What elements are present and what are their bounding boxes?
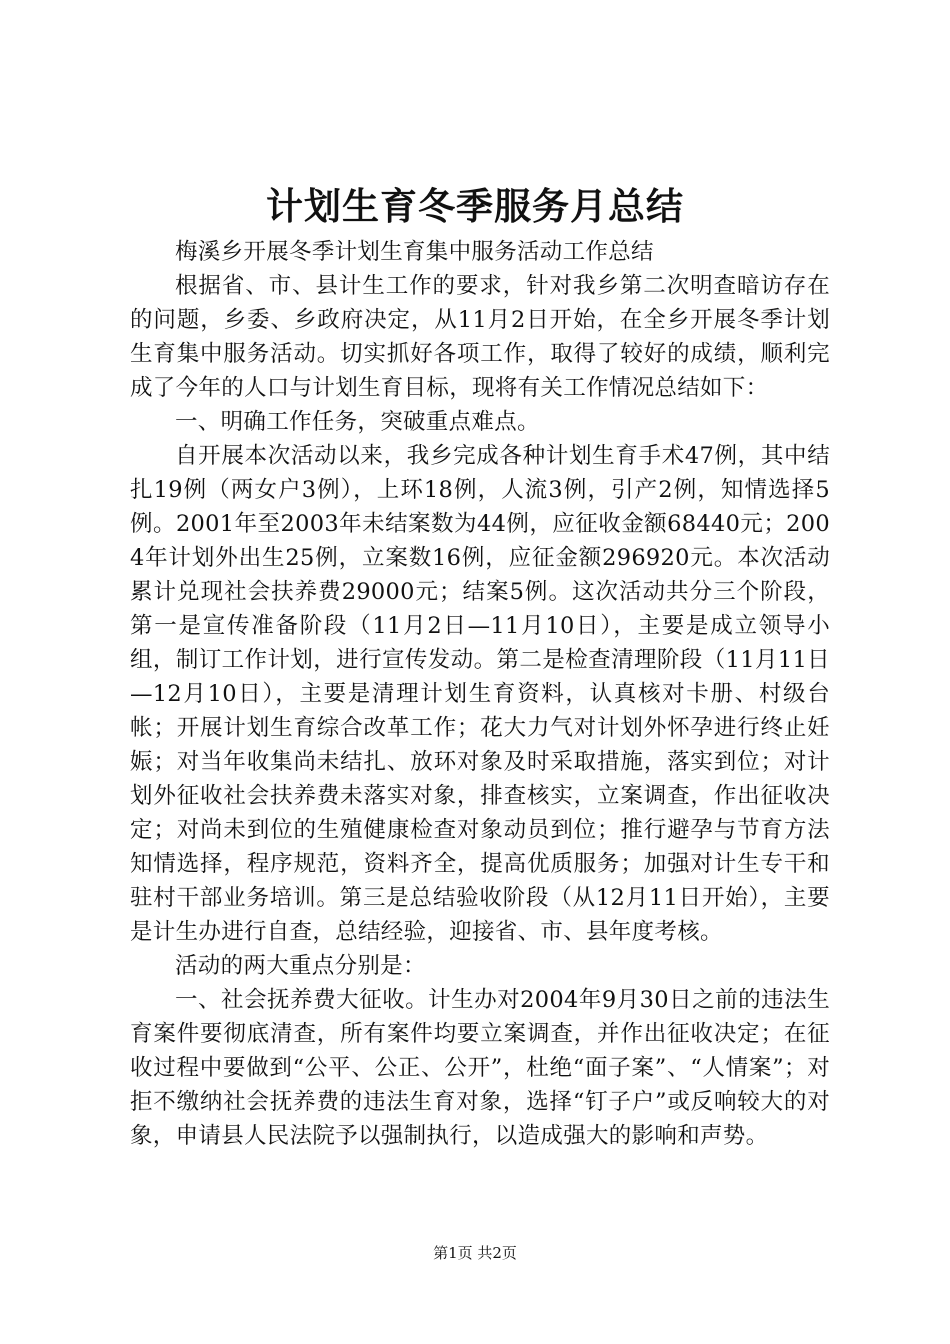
paragraph-intro: 根据省、市、县计生工作的要求，针对我乡第二次明查暗访存在的问题，乡委、乡政府决定，从11月2日开始，在全乡开展冬季计划生育集中服务活动。切实抓好各项工作，取得了较好的成绩，顺利完成了今年的人口与计划生育目标，现将有关工作情况总结如下：: [130, 273, 830, 401]
paragraph-key-point-one: 一、社会抚养费大征收。计生办对2004年9月30日之前的违法生育案件要彻底清查，所有案件均要立案调查，并作出征收决定；在征收过程中要做到“公平、公正、公开”，杜绝“面子案”、“人情案”；对拒不缴纳社会抚养费的违法生育对象，选择“钉子户”或反响较大的对象，申请县人民法院予以强制执行，以造成强大的影响和声势。: [130, 987, 830, 1149]
paragraph-activity-details: 自开展本次活动以来，我乡完成各种计划生育手术47例，其中结扎19例（两女户3例），上环18例，人流3例，引产2例，知情选择5例。2001年至2003年未结案数为44例，应征收金额68440元；2004年计划外出生25例，立案数16例，应征金额296920元。本次活动累计兑现社会扶养费29000元；结案5例。这次活动共分三个阶段，第一是宣传准备阶段（11月2日—11月10日），主要是成立领导小组，制订工作计划，进行宣传发动。第二是检查清理阶段（11月11日—12月10日），主要是清理计划生育资料，认真核对卡册、村级台帐；开展计划生育综合改革工作；花大力气对计划外怀孕进行终止妊娠；对当年收集尚未结扎、放环对象及时采取措施，落实到位；对计划外征收社会扶养费未落实对象，排查核实，立案调查，作出征收决定；对尚未到位的生殖健康检查对象动员到位；推行避孕与节育方法知情选择，程序规范，资料齐全，提高优质服务；加强对计生专干和驻村干部业务培训。第三是总结验收阶段（从12月11日开始），主要是计生办进行自查，总结经验，迎接省、市、县年度考核。: [130, 443, 830, 945]
document-body: [130, 235, 830, 1153]
paragraph-subtitle: 梅溪乡开展冬季计划生育集中服务活动工作总结: [175, 239, 654, 265]
paragraph-key-points-heading: 活动的两大重点分别是：: [175, 953, 426, 979]
paragraph-section-heading: 一、明确工作任务，突破重点难点。: [175, 409, 540, 435]
page-number-footer: 第1页 共2页: [433, 1244, 517, 1262]
document-title: 计划生育冬季服务月总结: [266, 185, 684, 228]
